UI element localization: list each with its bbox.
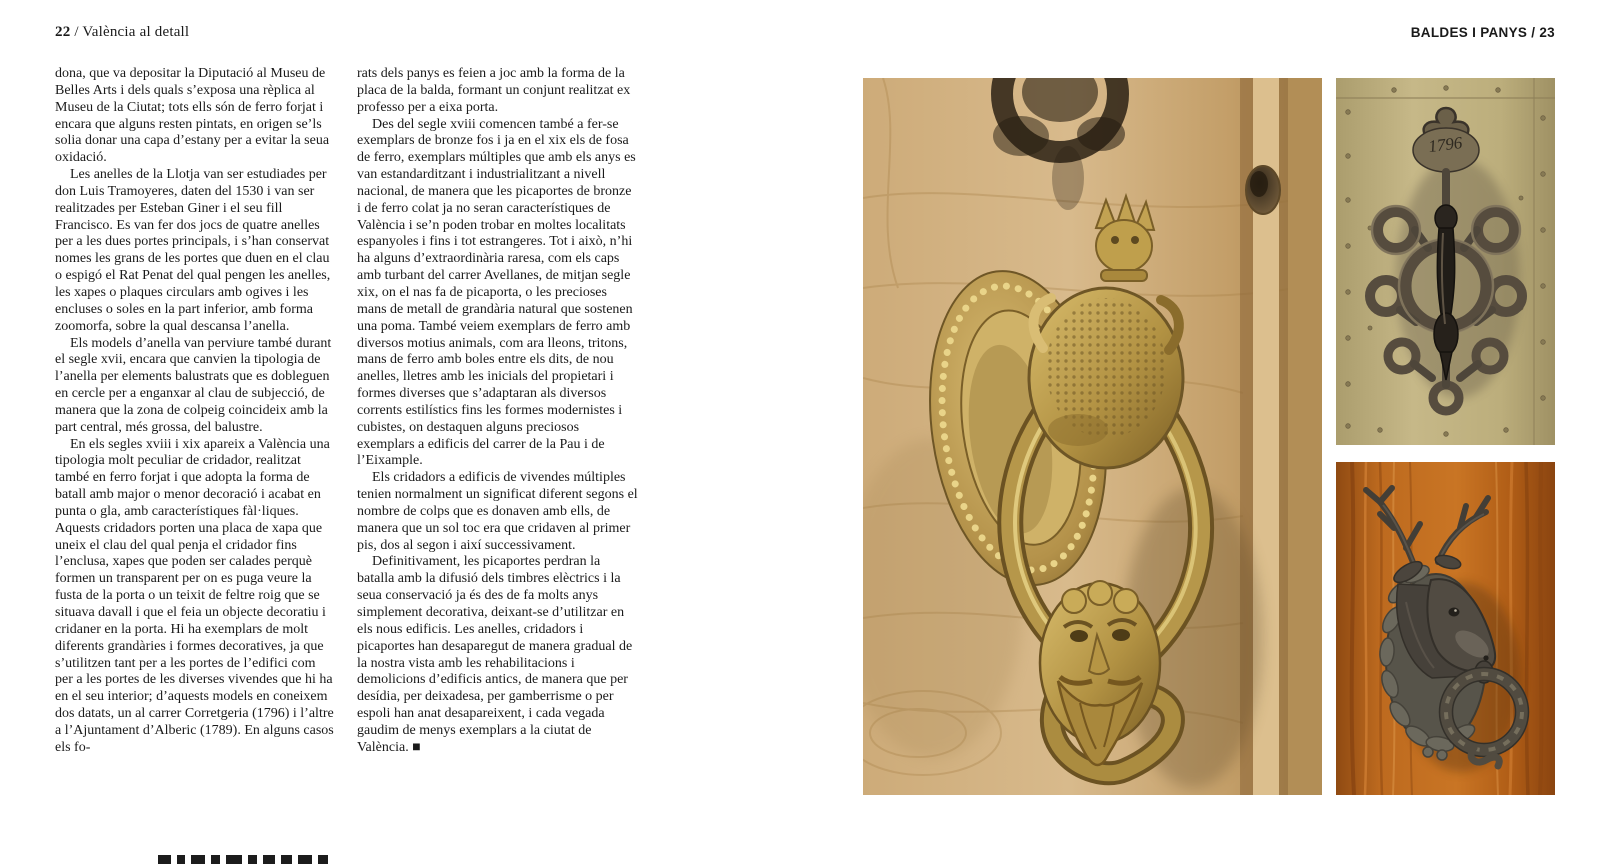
section-title: BALDES I PANYS (1410, 25, 1528, 40)
left-page-number: 22 (55, 24, 71, 40)
left-header-separator: / (70, 24, 83, 40)
body-paragraph: En els segles xviii i xix apareix a València una tipologia molt peculiar de cridador, realitzat també en ferro forjat i que adopta la forma de batall amb major o menor decoració i acabat en punta o gla, amb característiques fàl·liques. Aquests cridadors porten una placa de xapa que uneix el clau del qual penja el cridador fins l’enclusa, xapes que poden ser calades perquè formen un transparent per on es puga veure la fusta de la porta o un teixit de feltre roig que se situava davall i que el feia un objecte decoratiu i cridaner en la porta. Hi ha exemplars de molt diferents grandàries i formes decoratives, ja que s’utilitzen tant per a les portes de l’edifici com per a les portes de les diverses vivendes que hi ha en el seu interior; d’aquests models en coneixem dos datats, un al carrer Corretgeria (1796) i l’altre a l’Ajuntament d’Alberic (1789). En alguns casos els fo- (55, 436, 334, 755)
body-paragraph: Des del segle xviii comencen també a fer-se exemplars de bronze fos i ja en el xix els de fosa de ferro, exemplars múltiples que amb els anys es van estandarditzant i industrialitzant a nivell nacional, de manera que les picaportes de bronze i de ferro colat ja no seran característiques de València i se’n poden trobar en moltes localitats espanyoles i fins i tot estrangeres. Tot i això, n’hi ha alguns d’extraordinària raresa, com els caps amb turbant del carrer Avellanes, de mitjan segle xix, on el nas fa de picaporta, o les precioses mans de metall de grandària natural que sostenen una poma. També veiem exemplars de ferro amb diversos motius animals, com ara lleons, tritons, mans de ferro amb boles entre els dits, de nou anelles, lletres amb les inicials del propietari i formes diverses que s’adaptaran als diversos corrents estilístics fins les formes modernistes i cubistes, on destaquen alguns preciosos exemplars a edificis del carrer de la Pau i de l’Eixample. (357, 116, 636, 469)
photo-1796-iron-knocker (1336, 78, 1555, 445)
body-paragraph: Els cridadors a edificis de vivendes múltiples tenien normalment un significat diferent segons el nombre de colps que es donaven amb ells, de manera que un sol toc era que cridaven al primer pis, dos al segon i així successivament. (357, 470, 638, 553)
body-paragraph: rats dels panys es feien a joc amb la forma de la placa de la balda, formant un conjunt realitzat ex professo per a eixa porta. (357, 66, 631, 115)
right-page-header (1411, 25, 1555, 40)
cropped-letter-tops (158, 855, 328, 864)
text-column-2 (357, 66, 638, 757)
right-header-separator: / (1527, 25, 1540, 40)
engraved-year: 1796 (1427, 133, 1464, 157)
body-paragraph: Definitivament, les picaportes perdran la batalla amb la difusió dels timbres elèctrics i la seua conservació ja és des de fa molts anys simplement decorativa, deixant-se d’utilitzar en els nous edificis. Les anelles, cridadors i picaportes han desaparegut de manera gradual de la nostra vista amb les rehabilitacions i demolicions d’edificis antics, de manera que per desídia, per deixadesa, per gamberrisme o per espoli han anat desapareixent, i cada vegada gaudim de menys exemplars a la ciutat de València. ■ (357, 554, 633, 755)
body-paragraph: dona, que va depositar la Diputació al Museu de Belles Arts i dels quals s’exposa una rèplica al Museu de la Ciutat; tots ells són de ferro forjat i encara que alguns resten pintats, en origen se’ls solia donar una capa d’estany per a evitar la seua oxidació. (55, 66, 330, 166)
body-paragraph: Els models d’anella van perviure també durant el segle xvii, encara que canvien la tipologia de l’anella per elements balustrats que es dobleguen en cercle per a enganxar al clau de subjecció, de manera que la zona de colpeig coincideix amb la part central, més grossa, del balustre. (55, 335, 332, 435)
central-boss (1029, 288, 1183, 468)
text-column-1 (55, 66, 336, 757)
body-paragraph: Les anelles de la Llotja van ser estudiades per don Luis Tramoyeres, daten del 1530 i van ser realitzades per Esteban Giner i el seu fill Francisco. Es van fer dos jocs de quatre anelles per a les dues portes principals, i s’han conservat nomes les grans de les portes que duen en el clau o espigó el Rat Penat del qual pengen les anelles, les xapes o plaques circulars amb ogives i les encluses o soles en la part inferior, amb forma zoomorfa, sobre la qual descansa l’anella. (55, 167, 331, 334)
photo-stag-head-knocker (1336, 462, 1555, 795)
photo-main-brass-knocker (863, 78, 1322, 795)
left-page-header (55, 24, 189, 41)
door-hole (1246, 166, 1280, 214)
left-header-title: València al detall (82, 24, 190, 40)
right-page-number: 23 (1539, 25, 1555, 40)
cropped-text-fragment (158, 855, 328, 864)
